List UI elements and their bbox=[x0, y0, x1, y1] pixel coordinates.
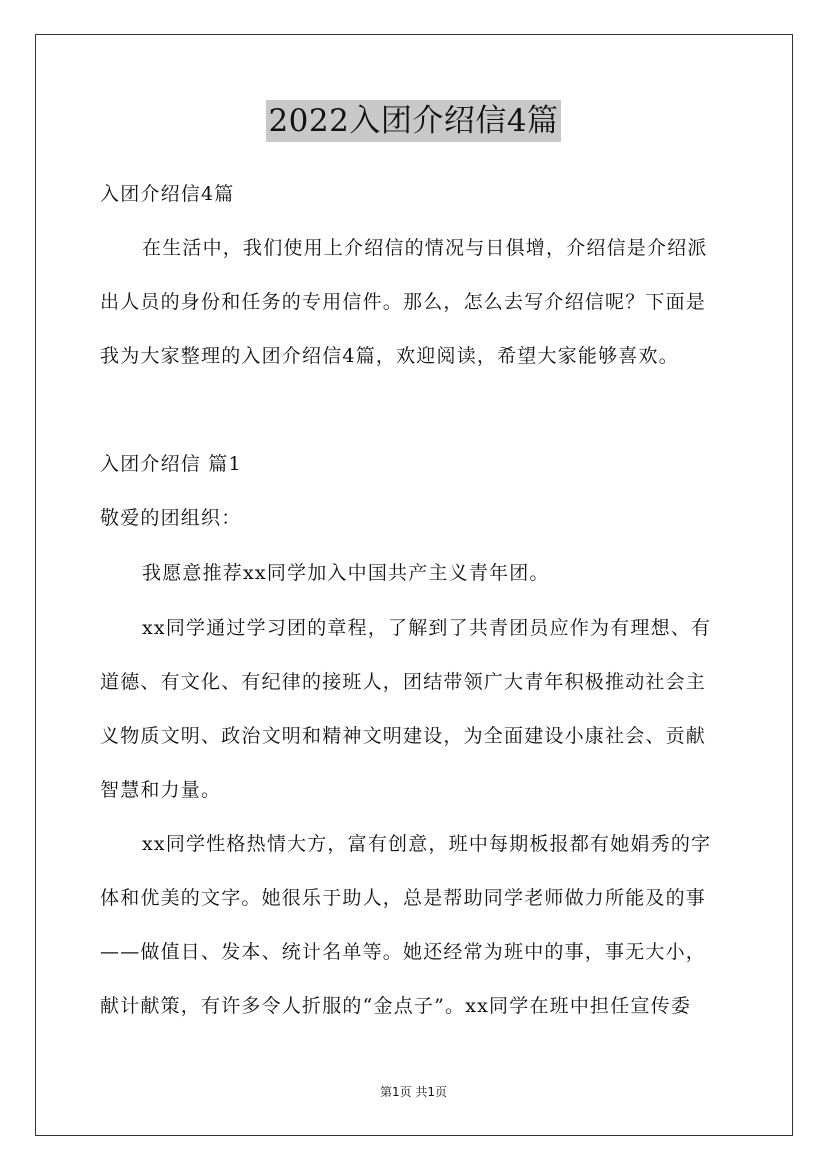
body-line-5: 智慧和力量。 bbox=[100, 779, 222, 801]
body-line-8: ——做值日、发本、统计名单等。她还经常为班中的事，事无大小， bbox=[100, 941, 707, 963]
intro-line-1: 在生活中，我们使用上介绍信的情况与日俱增，介绍信是介绍派 bbox=[142, 237, 708, 259]
body-line-6: xx同学性格热情大方，富有创意，班中每期板报都有她娟秀的字 bbox=[142, 833, 712, 855]
title-container bbox=[0, 100, 827, 142]
section-heading: 入团介绍信 篇1 bbox=[100, 453, 242, 475]
body-line-3: 道德、有文化、有纪律的接班人，团结带领广大青年积极推动社会主 bbox=[100, 671, 707, 693]
intro-line-3: 我为大家整理的入团介绍信4篇，欢迎阅读，希望大家能够喜欢。 bbox=[100, 345, 679, 367]
body-line-9: 献计献策，有许多令人折服的“金点子”。xx同学在班中担任宣传委 bbox=[100, 995, 692, 1017]
intro-line-2: 出人员的身份和任务的专用信件。那么，怎么去写介绍信呢？下面是 bbox=[100, 291, 707, 313]
page-footer: 第1页 共1页 bbox=[379, 1085, 448, 1099]
body-line-1: 我愿意推荐xx同学加入中国共产主义青年团。 bbox=[142, 562, 550, 584]
salutation: 敬爱的团组织： bbox=[100, 507, 242, 529]
document-subtitle: 入团介绍信4篇 bbox=[100, 183, 235, 205]
body-line-4: 义物质文明、政治文明和精神文明建设，为全面建设小康社会、贡献 bbox=[100, 725, 707, 747]
body-line-7: 体和优美的文字。她很乐于助人，总是帮助同学老师做力所能及的事 bbox=[100, 887, 707, 909]
document-title: 2022入团介绍信4篇 bbox=[266, 100, 560, 142]
body-line-2: xx同学通过学习团的章程，了解到了共青团员应作为有理想、有 bbox=[142, 617, 712, 639]
